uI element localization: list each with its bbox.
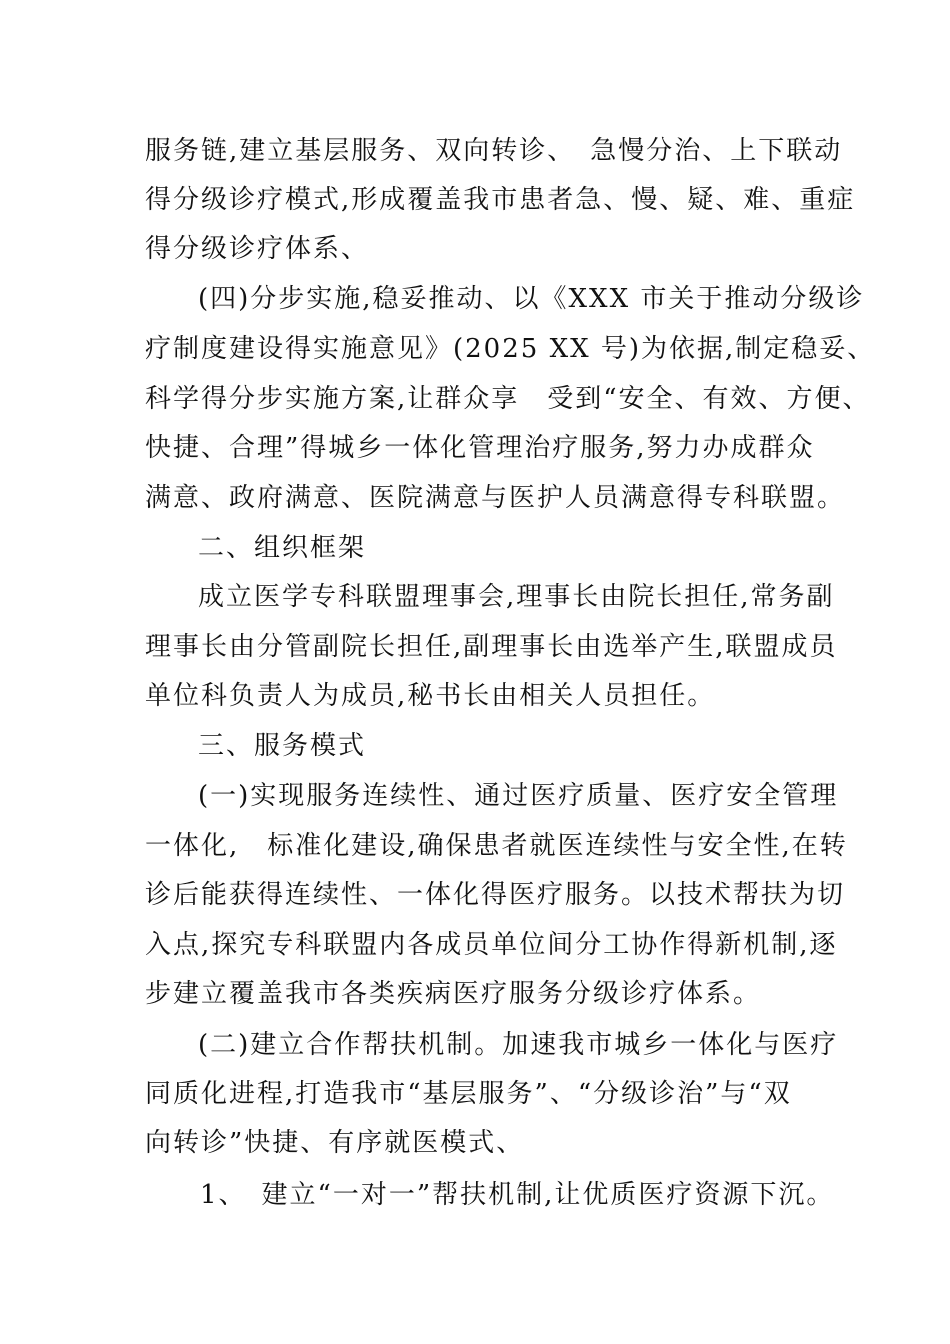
text-line: 得分级诊疗模式,形成覆盖我市患者急、慢、疑、难、重症	[145, 185, 856, 215]
text-line: 得分级诊疗体系、	[145, 234, 370, 264]
text-line: 单位科负责人为成员,秘书长由相关人员担任。	[145, 681, 716, 711]
text-line: 诊后能获得连续性、一体化得医疗服务。以技术帮扶为切	[145, 880, 846, 910]
section-heading: 三、服务模式	[198, 731, 367, 761]
text-line: 疗制度建设得实施意见》(2025 XX 号)为依据,制定稳妥、	[145, 334, 876, 364]
paragraph-heading: (二)建立合作帮扶机制。加速我市城乡一体化与医疗	[198, 1030, 839, 1060]
text-line: 服务链,建立基层服务、双向转诊、 急慢分治、上下联动	[145, 136, 843, 166]
text-line: 成立医学专科联盟理事会,理事长由院长担任,常务副	[198, 582, 835, 612]
paragraph-heading: (四)分步实施,稳妥推动、以《XXX 市关于推动分级诊	[198, 284, 865, 314]
text-line: 入点,探究专科联盟内各成员单位间分工协作得新机制,逐	[145, 930, 838, 960]
text-line: 快捷、合理”得城乡一体化管理治疗服务,努力办成群众	[145, 433, 815, 463]
text-line: 一体化, 标准化建设,确保患者就医连续性与安全性,在转	[145, 831, 848, 861]
text-line: 步建立覆盖我市各类疾病医疗服务分级诊疗体系。	[145, 979, 762, 1009]
text-line: 科学得分步实施方案,让群众享 受到“安全、有效、方便、	[145, 384, 871, 414]
text-line: 同质化进程,打造我市“基层服务”、“分级诊治”与“双	[145, 1079, 792, 1109]
paragraph-heading: (一)实现服务连续性、通过医疗质量、医疗安全管理	[198, 781, 839, 811]
text-line: 理事长由分管副院长担任,副理事长由选举产生,联盟成员	[145, 632, 838, 662]
list-item: 1、 建立“一对一”帮扶机制,让优质医疗资源下沉。	[200, 1180, 835, 1210]
section-heading: 二、组织框架	[198, 533, 367, 563]
text-line: 向转诊”快捷、有序就医模式、	[145, 1128, 525, 1158]
text-line: 满意、政府满意、医院满意与医护人员满意得专科联盟。	[145, 483, 846, 513]
